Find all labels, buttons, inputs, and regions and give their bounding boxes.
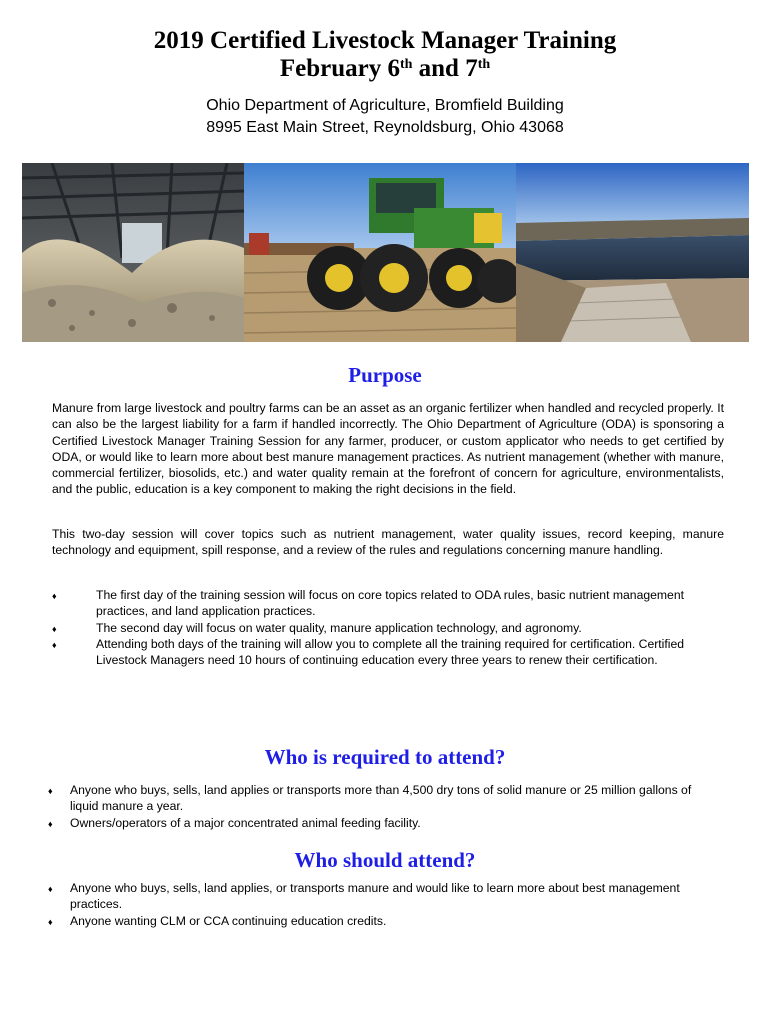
purpose-bullet-list: [52, 587, 726, 668]
title-suffix-2: th: [477, 57, 491, 72]
purpose-heading: Purpose: [348, 363, 422, 387]
diamond-bullet-icon: ♦: [52, 591, 57, 601]
purpose-paragraph-1: Manure from large livestock and poultry farms can be an asset as an organic fertilizer when handled and recycled properly. It can also be the largest liability for a farm if handled incorrectly. The Ohio Department of Agriculture (ODA) is sponsoring a Certified Livestock Manager Training Session for any farmer, producer, or custom applicator who needs to get certified by ODA, or would like to learn more about best manure management practices. As nutrient management (whether with manure, commercial fertilizer, biosolids, etc.) and water quality remain at the forefront of concern for agriculture, environmentalists, and the public, education is a key component to making the right decisions in the field.: [52, 401, 724, 497]
diamond-bullet-icon: ♦: [48, 916, 53, 927]
list-item-text: The first day of the training session will focus on core topics related to ODA rules, basic nutrient management practices, and land application practices.: [96, 588, 684, 619]
list-item: [48, 880, 720, 913]
should-bullet-list: [48, 880, 720, 929]
title-date-2: and 7: [412, 55, 478, 82]
purpose-paragraph-2: This two-day session will cover topics such as nutrient management, water quality issues, record keeping, manure technology and equipment, spill response, and a review of the rules and regulations concerning manure handling.: [52, 527, 724, 558]
diamond-bullet-icon: ♦: [48, 884, 53, 894]
photo-lagoon: [516, 163, 749, 342]
list-item-text: Anyone wanting CLM or CCA continuing education credits.: [70, 913, 387, 928]
list-item: [52, 620, 726, 636]
required-bullet-list: [48, 782, 720, 831]
title-line-2: [0, 55, 770, 83]
title-suffix-1: th: [399, 57, 413, 72]
list-item-text: Owners/operators of a major concentrated animal feeding facility.: [70, 815, 421, 830]
should-heading: Who should attend?: [294, 848, 476, 872]
required-heading: Who is required to attend?: [264, 745, 506, 769]
title-date-1: February 6: [279, 55, 400, 82]
list-item-text: Attending both days of the training will allow you to complete all the training required for certification. Certified Livestock Managers need 10 hours of continuing education every three years to renew their certification.: [96, 636, 685, 668]
diamond-bullet-icon: ♦: [52, 639, 57, 650]
venue-building: Ohio Department of Agriculture, Bromfield Building: [206, 97, 564, 114]
list-item: [52, 587, 726, 620]
diamond-bullet-icon: ♦: [52, 623, 57, 634]
list-item-text: Anyone who buys, sells, land applies, or transports manure and would like to learn more about best management practices.: [70, 881, 680, 912]
venue-address: 8995 East Main Street, Reynoldsburg, Ohio 43068: [206, 119, 564, 136]
title-line-1: 2019 Certified Livestock Manager Training: [153, 27, 617, 54]
diamond-bullet-icon: ♦: [48, 818, 53, 829]
list-item-text: Anyone who buys, sells, land applies or transports more than 4,500 dry tons of solid manure or 25 million gallons of liquid manure a year.: [70, 783, 692, 814]
photo-manure-barn: [22, 163, 244, 342]
list-item: [48, 913, 720, 929]
list-item: [52, 636, 726, 669]
list-item-text: The second day will focus on water quality, manure application technology, and agronomy.: [96, 620, 582, 635]
photo-tractor: [244, 163, 516, 342]
list-item: [48, 782, 720, 815]
list-item: [48, 815, 720, 831]
diamond-bullet-icon: ♦: [48, 786, 53, 796]
